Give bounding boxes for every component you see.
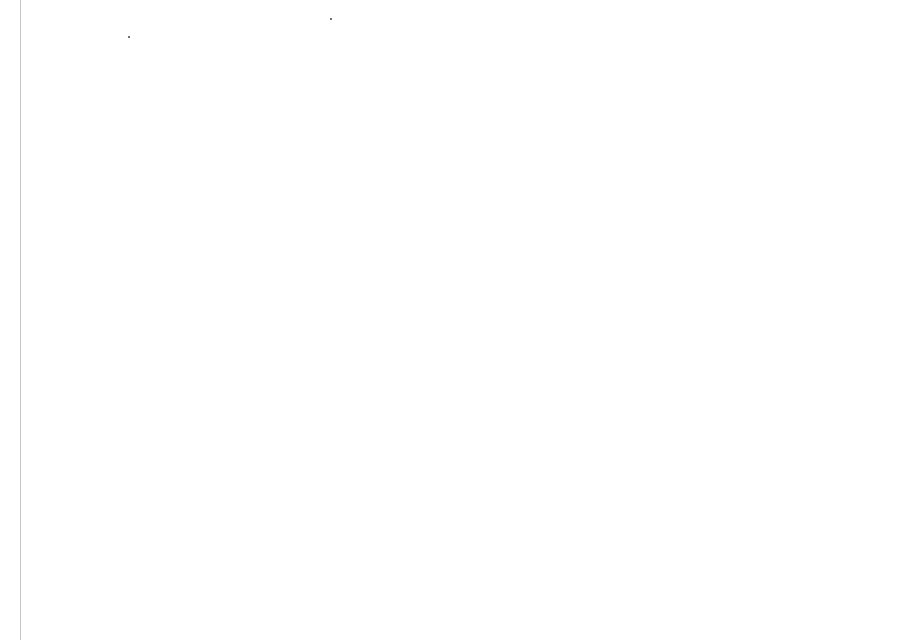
scan-margin-line (20, 0, 21, 640)
scan-speck (330, 18, 332, 20)
scan-speck (128, 36, 130, 38)
